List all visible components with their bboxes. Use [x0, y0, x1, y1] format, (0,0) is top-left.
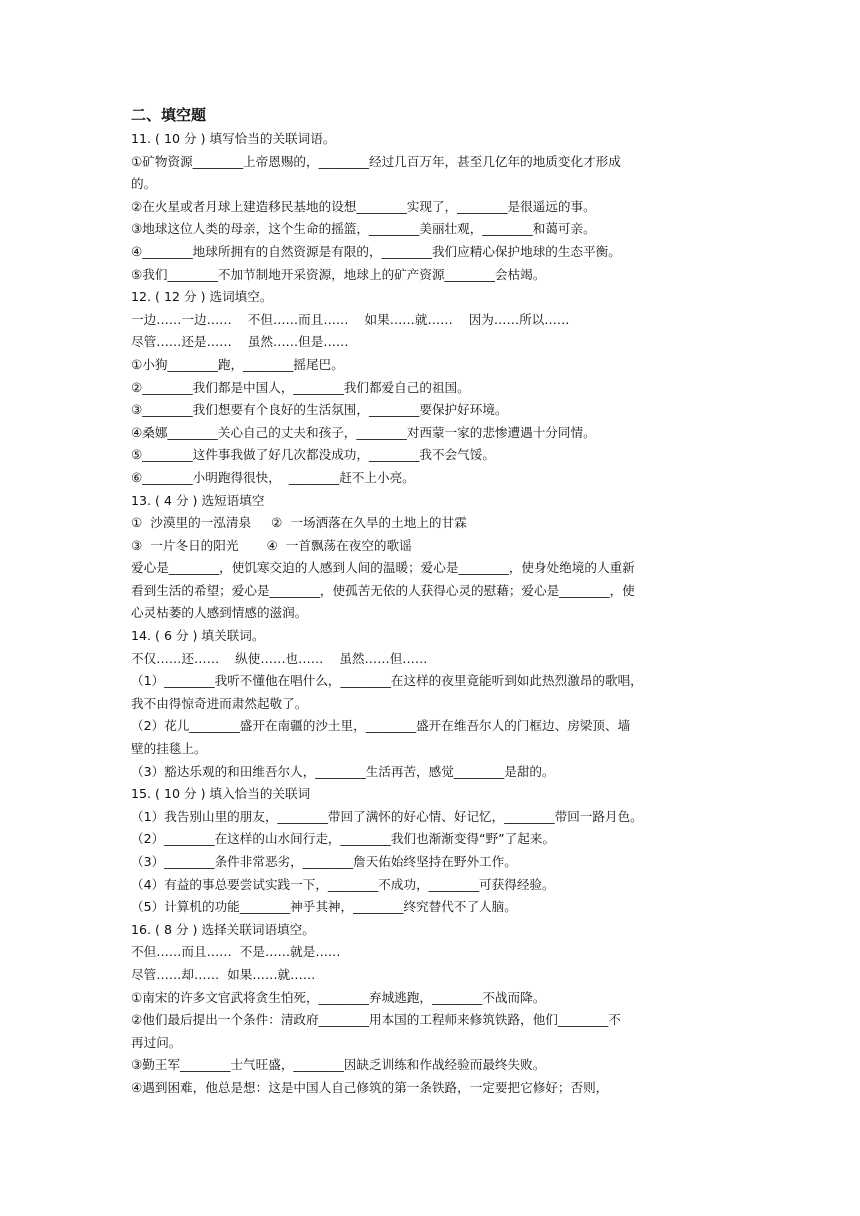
question-text-line: ②________我们都是中国人，________我们都爱自己的祖国。: [131, 379, 470, 395]
question-list: [131, 128, 731, 1100]
question-text-line: ②他们最后提出一个条件：清政府________用本国的工程师来修筑铁路，他们________不: [131, 1012, 621, 1028]
question-text-line: ③ 一片冬日的阳光 ④ 一首飘荡在夜空的歌谣: [131, 537, 412, 553]
question-text-line: 壁的挂毯上。: [131, 741, 207, 757]
question-text-line: ⑥________小明跑得很快， ________赶不上小亮。: [131, 469, 415, 485]
question-block: [131, 286, 731, 489]
question-text-line: 一边……一边…… 不但……而且…… 如果……就…… 因为……所以……: [131, 311, 570, 327]
question-text-line: （1）________我听不懂他在唱什么，________在这样的夜里竟能听到如此热烈激昂的歌唱，: [131, 673, 643, 689]
section-title: 二、填空题: [131, 106, 207, 124]
question-text-line: （3）豁达乐观的和田维吾尔人，________生活再苦，感觉________是甜的。: [131, 763, 555, 779]
exam-page: [131, 104, 731, 1100]
question-text-line: 不仅……还…… 纵使……也…… 虽然……但……: [131, 650, 428, 666]
question-text-line: 不但……而且…… 不是……就是……: [131, 944, 341, 960]
question-text-line: ① 沙漠里的一泓清泉 ② 一场洒落在久旱的土地上的甘霖: [131, 515, 467, 531]
question-text-line: 心灵枯萎的人感到情感的滋润。: [131, 605, 308, 621]
question-heading: 12. ( 12 分 ) 选词填空。: [131, 289, 273, 305]
question-text-line: 看到生活的希望；爱心是________，使孤苦无依的人获得心灵的慰藉；爱心是________，使: [131, 582, 635, 598]
question-text-line: （1）我告别山里的朋友，________带回了满怀的好心情、好记忆，________带回一路月色。: [131, 808, 643, 824]
question-text-line: ④遇到困难，他总是想：这是中国人自己修筑的第一条铁路，一定要把它修好；否则，: [131, 1079, 609, 1095]
question-heading: 14. ( 6 分 ) 填关联词。: [131, 628, 265, 644]
question-text-line: （5）计算机的功能________神乎其神，________终究替代不了人脑。: [131, 899, 517, 915]
question-text-line: ②在火星或者月球上建造移民基地的设想________实现了，________是很遥远的事。: [131, 198, 596, 214]
question-text-line: （4）有益的事总要尝试实践一下，________不成功，________可获得经验。: [131, 876, 555, 892]
question-text-line: ④________地球所拥有的自然资源是有限的，________我们应精心保护地球的生态平衡。: [131, 243, 621, 259]
question-heading: 16. ( 8 分 ) 选择关联词语填空。: [131, 921, 315, 937]
question-block: [131, 490, 731, 626]
question-text-line: （2）花儿________盛开在南疆的沙土里，________盛开在维吾尔人的门框边、房梁顶、墙: [131, 718, 631, 734]
question-heading: 15. ( 10 分 ) 填入恰当的关联词: [131, 786, 311, 802]
question-text-line: 我不由得惊奇进而肃然起敬了。: [131, 695, 308, 711]
question-heading: 11. ( 10 分 ) 填写恰当的关联词语。: [131, 131, 336, 146]
question-text-line: 爱心是________，使饥寒交迫的人感到人间的温暖；爱心是________，使身处绝境的人重新: [131, 560, 635, 576]
question-block: [131, 128, 731, 286]
question-text-line: 尽管……却…… 如果……就……: [131, 966, 316, 982]
question-text-line: ③________我们想要有个良好的生活氛围，________要保护好环境。: [131, 402, 508, 418]
question-block: [131, 919, 731, 1100]
question-text-line: ⑤________这件事我做了好几次都没成功，________我不会气馁。: [131, 447, 495, 463]
question-text-line: ③地球这位人类的母亲，这个生命的摇篮，________美丽壮观，________和蔼可亲。: [131, 221, 596, 237]
question-text-line: 的。: [131, 176, 157, 192]
question-text-line: ⑤我们________不加节制地开采资源，地球上的矿产资源________会枯竭。: [131, 266, 546, 282]
question-text-line: 再过问。: [131, 1034, 182, 1050]
question-text-line: ①矿物资源________上帝恩赐的，________经过几百万年，甚至几亿年的地质变化才形成: [131, 153, 621, 169]
question-text-line: ④桑娜________关心自己的丈夫和孩子，________对西蒙一家的悲惨遭遇十分同情。: [131, 424, 596, 440]
question-text-line: （2）________在这样的山水间行走，________我们也渐渐变得“野”了起来。: [131, 831, 556, 847]
question-text-line: ①小狗________跑，________摇尾巴。: [131, 356, 344, 372]
question-block: [131, 625, 731, 783]
question-text-line: ③勤王军________士气旺盛，________因缺乏训练和作战经验而最终失败。: [131, 1057, 546, 1073]
question-text-line: ①南宋的许多文官武将贪生怕死，________弃城逃跑，________不战而降。: [131, 989, 546, 1005]
question-heading: 13. ( 4 分 ) 选短语填空: [131, 492, 265, 508]
question-block: [131, 783, 731, 919]
question-text-line: （3）________条件非常恶劣，________詹天佑始终坚持在野外工作。: [131, 854, 517, 869]
question-text-line: 尽管……还是…… 虽然……但是……: [131, 334, 349, 350]
